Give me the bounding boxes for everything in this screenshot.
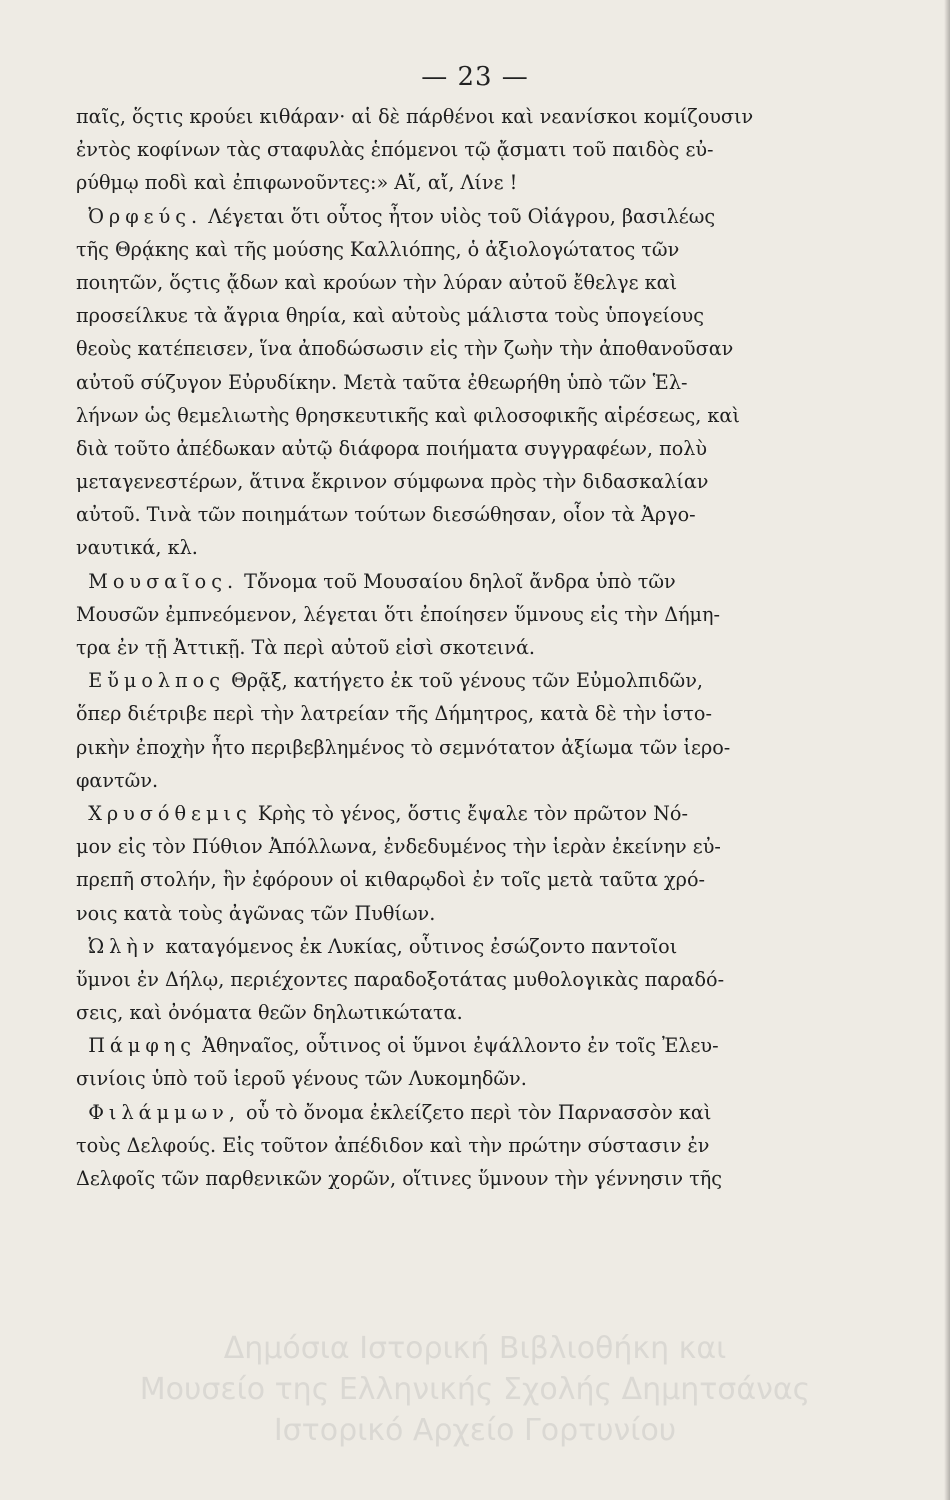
watermark-line: Ιστορικό Αρχείο Γορτυνίου xyxy=(273,1413,677,1448)
library-watermark xyxy=(0,1328,950,1451)
paragraph-chrysothemis xyxy=(76,797,836,930)
text-line: φαντῶν. xyxy=(76,768,159,792)
text-line: λήνων ὡς θεμελιωτὴς θρησκευτικῆς καὶ φιλοσοφικῆς αἱρέσεως, καὶ xyxy=(76,403,740,427)
entry-name: Εὔμολπος xyxy=(88,669,225,693)
text-line: ναυτικά, κλ. xyxy=(76,536,198,560)
paragraph-linos-end xyxy=(76,100,836,200)
text-line-rest: καταγόμενος ἐκ Λυκίας, οὗτινος ἐσώζοντο παντοῖοι xyxy=(165,934,678,958)
text-line: ἐντὸς κοφίνων τὰς σταφυλὰς ἑπόμενοι τῷ ᾄσματι τοῦ παιδὸς εὐ- xyxy=(76,138,714,162)
text-line: τρα ἐν τῇ Ἀττικῇ. Τὰ περὶ αὐτοῦ εἰσὶ σκοτεινά. xyxy=(76,636,536,659)
text-line-rest: Κρὴς τὸ γένος, ὅστις ἔψαλε τὸν πρῶτον Νό- xyxy=(257,801,688,825)
entry-name: Ὀρφεύς. xyxy=(88,204,203,228)
text-line: αὐτοῦ σύζυγον Εὐρυδίκην. Μετὰ ταῦτα ἐθεωρήθη ὑπὸ τῶν Ἑλ- xyxy=(76,370,688,394)
text-line xyxy=(76,930,836,963)
text-line: μον εἰς τὸν Πύθιον Ἀπόλλωνα, ἐνδεδυμένος τὴν ἱερὰν ἐκείνην εὐ- xyxy=(76,835,721,859)
text-line xyxy=(76,797,836,830)
entry-name: Φιλάμμων, xyxy=(88,1100,240,1124)
text-line: Μουσῶν ἐμπνεόμενον, λέγεται ὅτι ἐποίησεν ὕμνους εἰς τὴν Δήμη- xyxy=(76,602,721,626)
watermark-line: Μουσείο της Ελληνικής Σχολής Δημητσάνας xyxy=(139,1372,811,1407)
text-line: σεις, καὶ ὀνόματα θεῶν δηλωτικώτατα. xyxy=(76,1001,463,1025)
text-line-rest: οὗ τὸ ὄνομα ἐκλείζετο περὶ τὸν Παρνασσὸν καὶ xyxy=(246,1100,712,1124)
paragraph-pamphos xyxy=(76,1029,836,1095)
paragraph-philammon xyxy=(76,1096,836,1196)
text-line: σινίοις ὑπὸ τοῦ ἱεροῦ γένους τῶν Λυκομηδῶν. xyxy=(76,1067,527,1091)
text-line xyxy=(76,1096,836,1129)
text-line: τῆς Θρᾴκης καὶ τῆς μούσης Καλλιόπης, ὁ ἀξιολογώτατος τῶν xyxy=(76,237,680,261)
text-line: ποιητῶν, ὅςτις ᾄδων καὶ κρούων τὴν λύραν αὐτοῦ ἔθελγε καὶ xyxy=(76,270,678,294)
entry-name: Χρυσόθεμις xyxy=(88,801,252,825)
paragraph-musaeus xyxy=(76,565,836,665)
paragraph-olen xyxy=(76,930,836,1030)
text-line xyxy=(76,200,836,233)
watermark-line: Δημόσια Ιστορική Βιβλιοθήκη και xyxy=(223,1331,727,1366)
text-line: θεοὺς κατέπεισεν, ἵνα ἀποδώσωσιν εἰς τὴν ζωὴν τὴν ἀποθανοῦσαν xyxy=(76,337,734,361)
body-text xyxy=(76,100,836,1195)
text-line-rest: Θρᾷξ, κατήγετο ἐκ τοῦ γένους τῶν Εὐμολπιδῶν, xyxy=(231,669,703,693)
text-line: ὅπερ διέτριβε περὶ τὴν λατρείαν τῆς Δήμητρος, κατὰ δὲ τὴν ἱστο- xyxy=(76,702,712,726)
text-line-rest: Τὄνομα τοῦ Μουσαίου δηλοῖ ἄνδρα ὑπὸ τῶν xyxy=(244,569,676,593)
text-line: ρικὴν ἐποχὴν ἦτο περιβεβλημένος τὸ σεμνότατον ἀξίωμα τῶν ἱερο- xyxy=(76,735,731,759)
text-line: Δελφοῖς τῶν παρθενικῶν χορῶν, οἵτινες ὕμνουν τὴν γέννησιν τῆς xyxy=(76,1167,723,1190)
paragraph-eumolpus xyxy=(76,664,836,797)
text-line: παῖς, ὅςτις κρούει κιθάραν· αἱ δὲ πάρθένοι καὶ νεανίσκοι κομίζουσιν xyxy=(76,105,754,128)
text-line: προσείλκυε τὰ ἄγρια θηρία, καὶ αὐτοὺς μάλιστα τοὺς ὑπογείους xyxy=(76,304,704,328)
text-line: αὐτοῦ. Τινὰ τῶν ποιημάτων τούτων διεσώθησαν, οἷον τὰ Ἀργο- xyxy=(76,503,696,527)
text-line: πρεπῆ στολήν, ἣν ἐφόρουν οἱ κιθαρῳδοὶ ἐν τοῖς μετὰ ταῦτα χρό- xyxy=(76,868,705,892)
entry-name: Πάμφης xyxy=(88,1034,197,1058)
text-line: ὕμνοι ἐν Δήλῳ, περιέχοντες παραδοξοτάτας μυθολογικὰς παραδό- xyxy=(76,967,725,991)
page-number: — 23 — xyxy=(421,62,529,92)
paragraph-orpheus xyxy=(76,200,836,565)
entry-name: Μουσαῖος. xyxy=(88,569,239,593)
text-line-rest: Λέγεται ὅτι οὗτος ἦτον υἱὸς τοῦ Οἰάγρου, βασιλέως xyxy=(208,204,716,228)
text-line-rest: Ἀθηναῖος, οὗτινος οἱ ὕμνοι ἐψάλλοντο ἐν τοῖς Ἐλευ- xyxy=(202,1034,719,1058)
text-line: μεταγενεστέρων, ἅτινα ἔκρινον σύμφωνα πρὸς τὴν διδασκαλίαν xyxy=(76,470,709,494)
text-line xyxy=(76,1029,836,1062)
text-line: τοὺς Δελφούς. Εἰς τοῦτον ἀπέδιδον καὶ τὴν πρώτην σύστασιν ἐν xyxy=(76,1133,710,1157)
text-line xyxy=(76,565,836,598)
text-line: νοις κατὰ τοὺς ἀγῶνας τῶν Πυθίων. xyxy=(76,901,436,925)
text-line: διὰ τοῦτο ἀπέδωκαν αὐτῷ διάφορα ποιήματα συγγραφέων, πολὺ xyxy=(76,436,708,460)
entry-name: Ὠλὴν xyxy=(88,934,160,958)
text-line xyxy=(76,664,836,697)
page-edge-shadow xyxy=(944,0,950,1500)
text-line: ρύθμῳ ποδὶ καὶ ἐπιφωνοῦντες:» Αἴ, αἴ, Λίνε ! xyxy=(76,171,518,195)
